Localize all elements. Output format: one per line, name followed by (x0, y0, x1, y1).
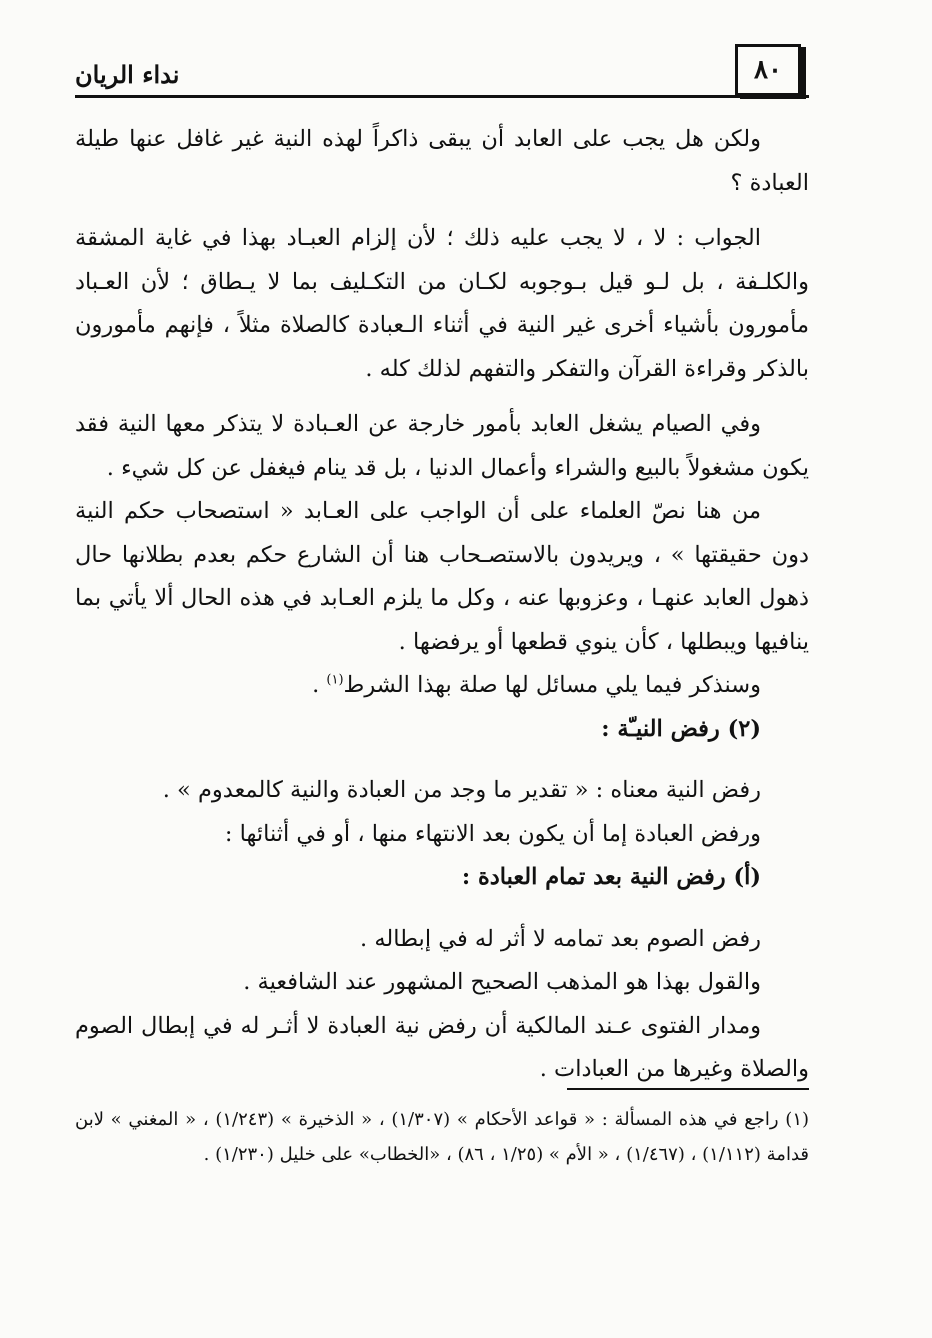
paragraph-question: ولكن هل يجب على العابد أن يبقى ذاكراً لهذه النية غير غافل عنها طيلة العبادة ؟ (75, 126, 809, 196)
footnote-rule (567, 1088, 809, 1090)
running-title: نداء الريان (75, 60, 180, 89)
paragraph-shafii: والقول بهذا هو المذهب الصحيح المشهور عند الشافعية . (243, 969, 761, 995)
paragraph-related-issues (75, 664, 809, 708)
section-heading-rejection: (٢) رفض النيـّة : (601, 715, 761, 742)
paragraph-fasting: وفي الصيام يشغل العابد بأمور خارجة عن العـبادة لا يتذكر معها النية فقد يكون مشغولاً بالبيع والشراء وأعمال الدنيا ، بل قد ينام فيغفل عن كل شيء . (75, 411, 809, 481)
paragraph-maliki: ومدار الفتوى عـند المالكية أن رفض نية العبادة لا أثـر له في إبطال الصوم والصلاة وغيرها من العبادات . (75, 1012, 809, 1082)
related-issues-end: . (312, 672, 327, 698)
footnote (75, 1102, 809, 1172)
header-rule (75, 95, 809, 98)
page-body (75, 118, 809, 1092)
paragraph-fasting-rejection: رفض الصوم بعد تمامه لا أثر له في إبطاله . (360, 925, 761, 952)
footnote-text: (١) راجع في هذه المسألة : « قواعد الأحكام » (١/٣٠٧) ، « الذخيرة » (١/٢٤٣) ، « المغني » لابن قدامة (١/١١٢) ، (١/٤٦٧) ، « الأم » (١/٢٥ ، ٨٦) ، «الخطاب» على خليل (١/٢٣٠) . (75, 1109, 810, 1165)
subsection-heading-after-worship: (أ) رفض النية بعد تمام العبادة : (461, 864, 761, 890)
page-number: ٨٠ (735, 44, 801, 96)
related-issues-text: وسنذكر فيما يلي مسائل لها صلة بهذا الشرط (343, 672, 761, 698)
paragraph-rejection-types: ورفض العبادة إما أن يكون بعد الانتهاء منها ، أو في أثنائها : (224, 820, 761, 847)
paragraph-answer: الجواب : لا ، لا يجب عليه ذلك ؛ لأن إلزام العبـاد بهذا في غاية المشقة والكلـفة ، بل لـو قيل بـوجوبه لكـان من التكـليف بما لا يـطاق ؛ لأن العـباد مأمورون بأشياء أخرى غير النية في أثناء الـعبادة كالصلاة مثلاً ، فإنهم مأمورون بالذكر وقراءة القرآن والتفكر والتفهم لذلك كله . (75, 225, 809, 382)
page-header (75, 40, 809, 100)
footnote-ref: (١) (326, 672, 344, 688)
paragraph-scholars: من هنا نصّ العلماء على أن الواجب على العـابد « استصحاب حكم النية دون حقيقتها » ، ويريدون بالاستصـحاب هنا أن الشارع حكم بعدم بطلانها حال ذهول العابد عنهـا ، وعزوبها عنه ، وكل ما يلزم العـابد في هذه الحال ألا يأتي بما ينافيها ويبطلها ، كأن ينوي قطعها أو يرفضها . (75, 498, 809, 655)
paragraph-rejection-definition: رفض النية معناه : « تقدير ما وجد من العبادة والنية كالمعدوم » . (162, 777, 761, 803)
